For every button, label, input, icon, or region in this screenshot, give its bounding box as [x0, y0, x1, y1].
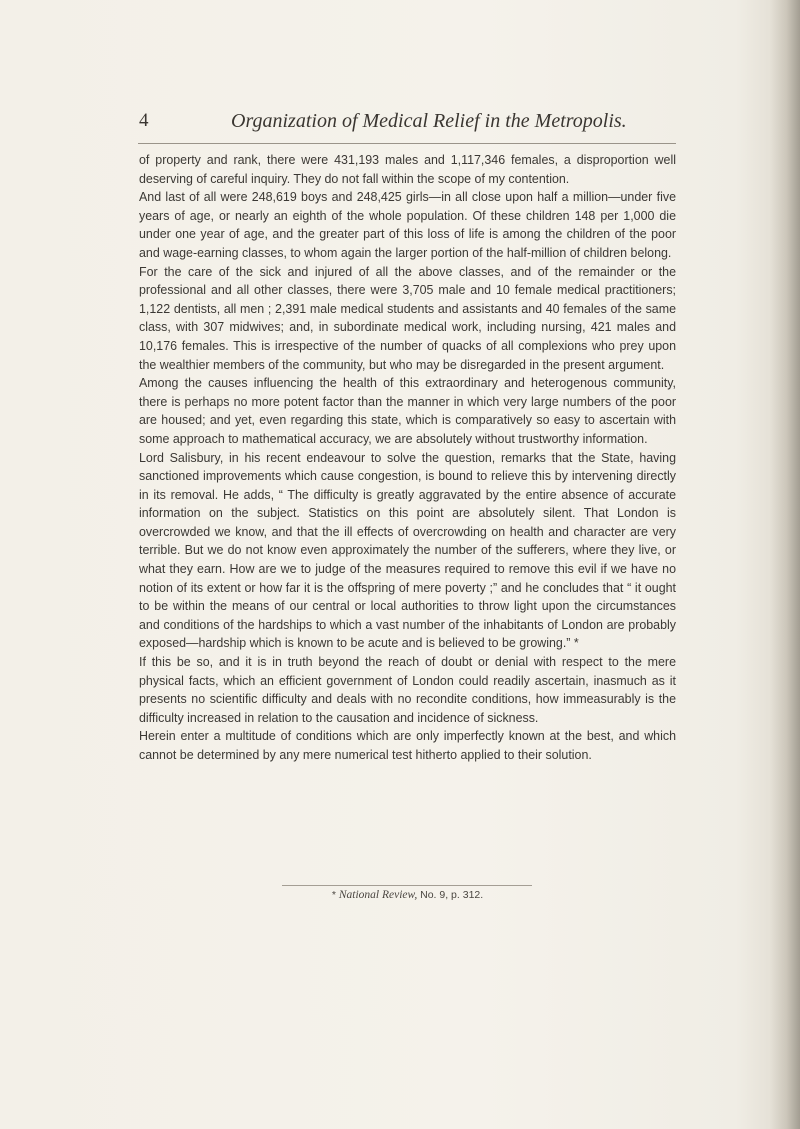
footnote-rule [282, 885, 532, 886]
paragraph-4: Among the causes influencing the health of this extraordinary and heterogenous community, there is perhaps no more potent factor than the manner in which very large numbers of the poor are housed; and yet, even regarding this state, which is comparatively so easy to ascertain with some approach to mathematical accuracy, we are absolutely without trustworthy information. [139, 376, 676, 446]
page-number: 4 [139, 110, 149, 131]
body-text [139, 151, 676, 765]
footnote-marker: * [331, 889, 339, 901]
paragraph-1: of property and rank, there were 431,193 males and 1,117,346 females, a disproportion well deserving of careful inquiry. They do not fall within the scope of my contention. [139, 153, 676, 186]
footnote [139, 889, 676, 901]
footnote-citation: No. 9, p. 312. [417, 889, 484, 901]
footnote-source-title: National Review, [338, 889, 418, 901]
paragraph-3: For the care of the sick and injured of all the above classes, and of the remainder or the professional and all other classes, there were 3,705 male and 10 female medical practitioners; 1,122 dentists, all men ; 2,391 male medical students and assistants and 40 females of the same class, with 307 midwives; and, in subordinate medical work, including nursing, 421 males and 10,176 females. This is irrespective of the number of quacks of all complexions who prey upon the wealthier members of the community, but who may be disregarded in the present argument. [139, 264, 676, 372]
paragraph-2: And last of all were 248,619 boys and 248,425 girls—in all close upon half a million—under five years of age, or nearly an eighth of the whole population. Of these children 148 per 1,000 die under one year of age, and the greater part of this loss of life is among the children of the poor and wage-earning classes, to whom again the larger portion of the half-million of children belong. [139, 190, 676, 260]
paragraph-5: Lord Salisbury, in his recent endeavour to solve the question, remarks that the State, having sanctioned improvements which cause congestion, is bound to relieve this by intervening directly in its removal. He adds, “ The difficulty is greatly aggravated by the entire absence of accurate information on the subject. Statistics on this point are absolutely silent. That London is overcrowded we know, and that the ill effects of overcrowding on health and character are very terrible. But we do not know even approximately the number of the sufferers, where they live, or what they earn. How are we to judge of the measures required to remove this evil if we have no notion of its extent or how far it is the offspring of mere poverty ;” and he concludes that “ it ought to be within the means of our central or local authorities to throw light upon the circumstances and conditions of the hardships to which a vast number of the inhabitants of London are probably exposed—hardship which is known to be acute and is believed to be growing.” * [139, 450, 676, 651]
page-edge-shadow [770, 0, 800, 1129]
running-title: Organization of Medical Relief in the Metropolis. [231, 110, 627, 132]
header-rule [138, 143, 676, 144]
paragraph-7: Herein enter a multitude of conditions which are only imperfectly known at the best, and which cannot be determined by any mere numerical test hitherto applied to their solution. [139, 729, 676, 762]
page-header [139, 110, 669, 136]
paragraph-6: If this be so, and it is in truth beyond the reach of doubt or denial with respect to the mere physical facts, which an efficient government of London could readily ascertain, inasmuch as it presents no scientific difficulty and deals with no recondite conditions, how immeasurably is the difficulty increased in relation to the causation and incidence of sickness. [139, 655, 676, 725]
